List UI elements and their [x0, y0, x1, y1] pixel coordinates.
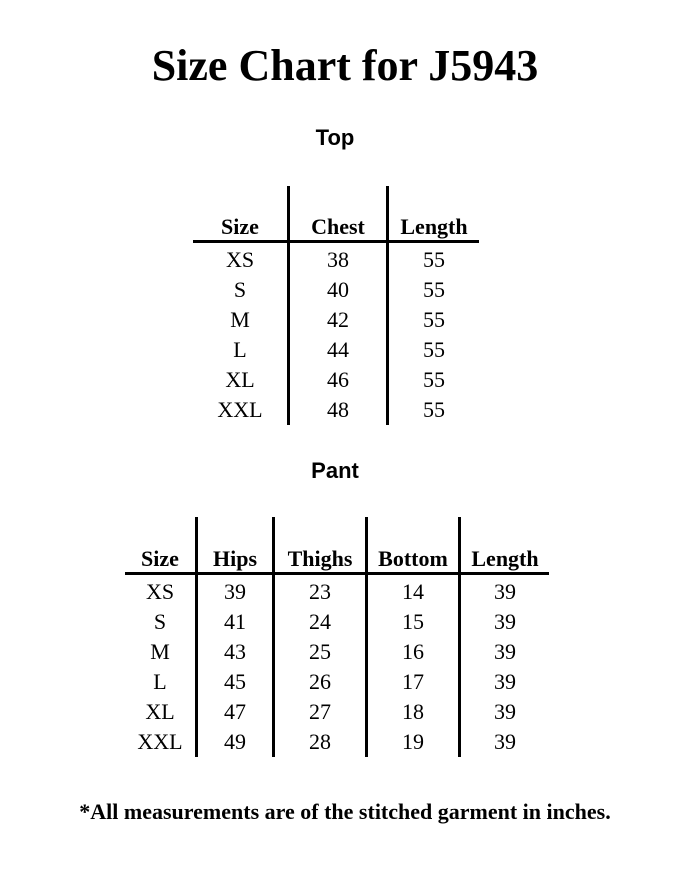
- column-header-bottom: Bottom: [367, 517, 460, 574]
- thighs-cell: 28: [274, 727, 367, 757]
- chest-cell: 46: [289, 365, 388, 395]
- size-cell: S: [233, 277, 247, 302]
- chest-cell: 42: [289, 305, 388, 335]
- table-row: [125, 697, 549, 727]
- table-row: [193, 242, 479, 276]
- table-row: [193, 365, 479, 395]
- chest-cell: 44: [289, 335, 388, 365]
- size-cell: M: [150, 639, 170, 664]
- bottom-cell: 15: [367, 607, 460, 637]
- chest-cell: 48: [289, 395, 388, 425]
- table-header-row: [125, 517, 549, 574]
- length-cell: 39: [460, 727, 550, 757]
- length-cell: 55: [388, 242, 480, 276]
- column-header-length: Length: [460, 517, 550, 574]
- table-header-row: [193, 186, 479, 242]
- hips-cell: 41: [197, 607, 274, 637]
- column-header-thighs: Thighs: [274, 517, 367, 574]
- hips-cell: 39: [197, 574, 274, 608]
- length-cell: 39: [460, 637, 550, 667]
- thighs-cell: 24: [274, 607, 367, 637]
- length-cell: 55: [388, 395, 480, 425]
- top-section-heading: Top: [315, 125, 355, 150]
- thighs-cell: 23: [274, 574, 367, 608]
- column-header-size: Size: [125, 517, 197, 574]
- table-row: [193, 275, 479, 305]
- size-cell: XL: [145, 699, 175, 724]
- top-size-table: [193, 186, 479, 425]
- column-header-length: Length: [388, 186, 480, 242]
- size-cell: XXL: [137, 729, 183, 754]
- table-row: [125, 667, 549, 697]
- thighs-cell: 26: [274, 667, 367, 697]
- length-cell: 55: [388, 335, 480, 365]
- size-cell: M: [230, 307, 250, 332]
- column-header-chest: Chest: [289, 186, 388, 242]
- size-cell: XXL: [217, 397, 263, 422]
- table-row: [193, 395, 479, 425]
- hips-cell: 45: [197, 667, 274, 697]
- size-cell: XS: [225, 247, 255, 272]
- size-cell: XL: [225, 367, 255, 392]
- pant-size-table: [125, 517, 549, 757]
- page-title: Size Chart for J5943: [151, 41, 539, 90]
- size-cell: L: [153, 669, 167, 694]
- table-row: [125, 727, 549, 757]
- table-row: [125, 607, 549, 637]
- thighs-cell: 27: [274, 697, 367, 727]
- length-cell: 55: [388, 275, 480, 305]
- bottom-cell: 14: [367, 574, 460, 608]
- column-header-size: Size: [193, 186, 289, 242]
- table-row: [193, 335, 479, 365]
- length-cell: 39: [460, 697, 550, 727]
- size-cell: L: [233, 337, 247, 362]
- table-row: [125, 574, 549, 608]
- length-cell: 39: [460, 667, 550, 697]
- measurement-footnote: *All measurements are of the stitched garment in inches.: [79, 799, 611, 824]
- bottom-cell: 16: [367, 637, 460, 667]
- chest-cell: 38: [289, 242, 388, 276]
- table-row: [193, 305, 479, 335]
- hips-cell: 49: [197, 727, 274, 757]
- hips-cell: 47: [197, 697, 274, 727]
- column-header-hips: Hips: [197, 517, 274, 574]
- pant-section-heading: Pant: [311, 458, 359, 483]
- length-cell: 55: [388, 305, 480, 335]
- size-cell: XS: [145, 579, 175, 604]
- bottom-cell: 18: [367, 697, 460, 727]
- bottom-cell: 17: [367, 667, 460, 697]
- hips-cell: 43: [197, 637, 274, 667]
- length-cell: 39: [460, 607, 550, 637]
- chest-cell: 40: [289, 275, 388, 305]
- thighs-cell: 25: [274, 637, 367, 667]
- table-row: [125, 637, 549, 667]
- length-cell: 39: [460, 574, 550, 608]
- size-cell: S: [153, 609, 167, 634]
- bottom-cell: 19: [367, 727, 460, 757]
- length-cell: 55: [388, 365, 480, 395]
